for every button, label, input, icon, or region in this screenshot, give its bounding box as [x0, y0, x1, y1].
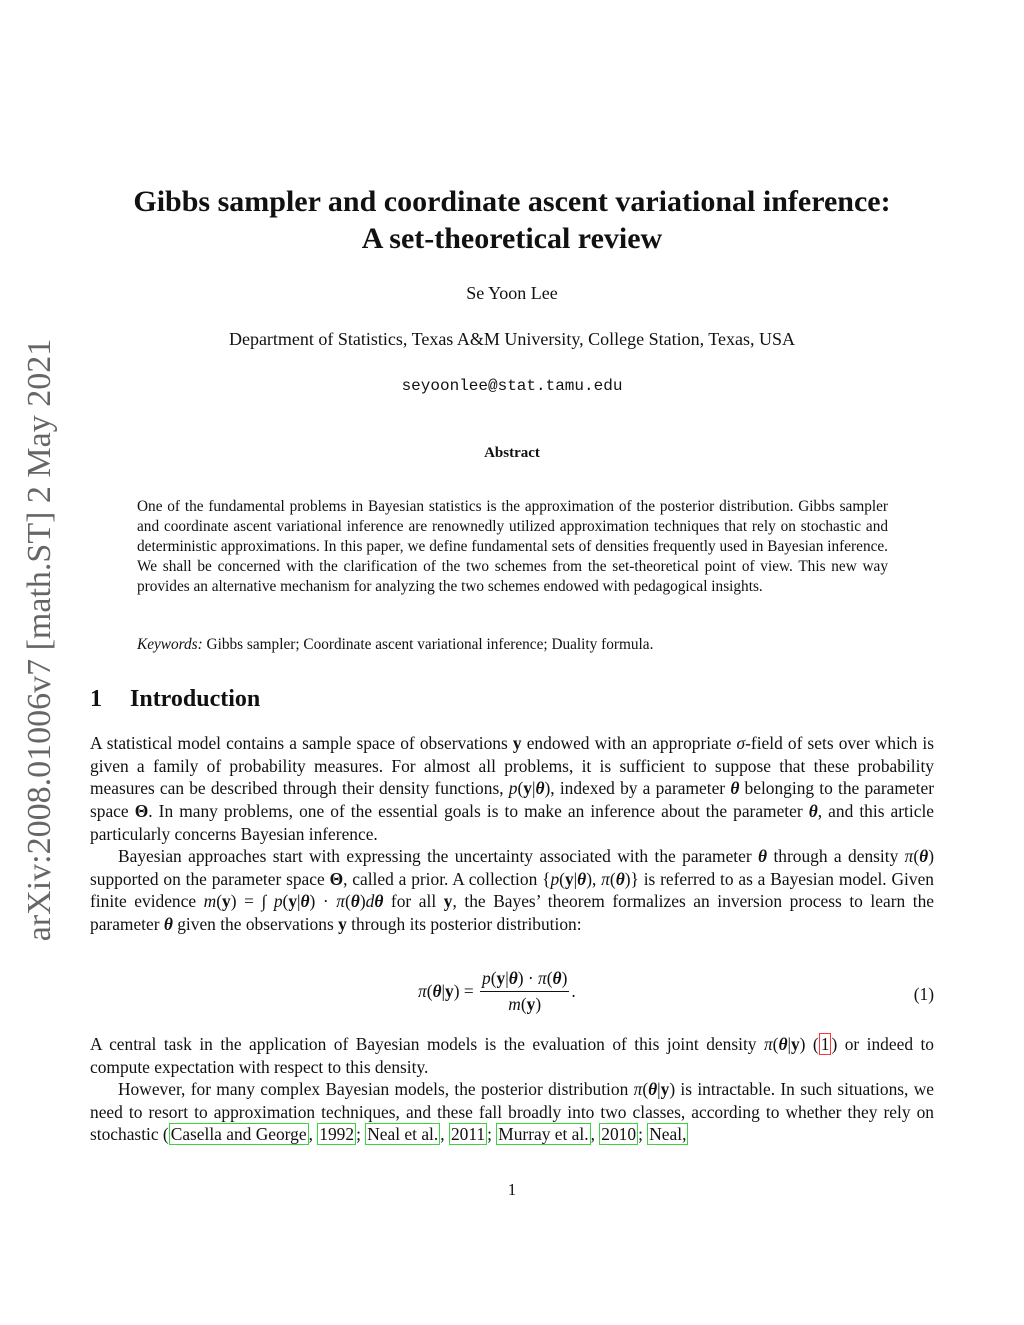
author-email[interactable]: seyoonlee@stat.tamu.edu	[401, 377, 623, 395]
equation-number: (1)	[913, 984, 934, 1004]
title-line-2: A set-theoretical review	[361, 222, 663, 255]
paragraph-3: A central task in the application of Bayesian models is the evaluation of this joint density π(θ|y) ( 1 ) or indeed to compute expectation with respect to this density.	[90, 1034, 935, 1077]
abstract-text: One of the fundamental problems in Bayesian statistics is the approximation of the posterior distribution. Gibbs sampler and coordinate ascent variational inference are renownedly utilized approximation techniques that rely on stochastic and deterministic approximations. In this paper, we define fundamental sets of densities frequently used in Bayesian inference. We shall be concerned with the clarification of the two schemes from the set-theoretical point of view. This new way provides an alternative mechanism for analyzing the two schemes endowed with pedagogical insights.	[137, 498, 888, 595]
keywords-text: Gibbs sampler; Coordinate ascent variational inference; Duality formula.	[206, 636, 654, 653]
paper-title	[60, 183, 964, 257]
page-number: 1	[507, 1180, 517, 1199]
author-affiliation: Department of Statistics, Texas A&M University, College Station, Texas, USA	[228, 329, 796, 349]
equation-reference-link[interactable]: 1	[820, 1034, 830, 1054]
section-heading	[90, 686, 260, 713]
citation-year-link-casella[interactable]: 1992	[319, 1124, 355, 1145]
citation-link-neal[interactable]: Neal,	[649, 1124, 687, 1145]
title-line-1: Gibbs sampler and coordinate ascent variational inference:	[133, 185, 891, 218]
paragraph-4: However, for many complex Bayesian models, the posterior distribution π(θ|y) is intractable. In such situations, we need to resort to approximation techniques, and these fall broadly into two classes, according to whether they rely on stochastic ( Casella and George , 1992 ; Neal et al. , 2011 ; Murray et al. , 2010 ; Neal,	[90, 1079, 934, 1145]
citation-link-neal-et-al[interactable]: Neal et al.	[367, 1124, 439, 1145]
citation-year-link-murray[interactable]: 2010	[601, 1124, 637, 1145]
author-name: Se Yoon Lee	[466, 283, 558, 303]
citation-link-casella[interactable]: Casella and George	[170, 1124, 307, 1145]
citation-link-murray[interactable]: Murray et al.	[498, 1124, 589, 1145]
keywords-label: Keywords:	[137, 636, 203, 653]
section-number: 1	[90, 686, 102, 712]
abstract-heading: Abstract	[484, 445, 540, 461]
section-title: Introduction	[130, 686, 261, 712]
citation-year-link-neal-et-al[interactable]: 2011	[450, 1124, 486, 1145]
paragraph-2: Bayesian approaches start with expressing the uncertainty associated with the parameter θ through a density π(θ) supported on the parameter space Θ, called a prior. A collection {p(y|θ), π(θ)} is referred to as a Bayesian model. Given finite evidence m(y) = ∫ p(y|θ) · π(θ)dθ for all y, the Bayes’ theorem formalizes an inversion process to learn the parameter θ given the observations y through its posterior distribution:	[90, 846, 935, 935]
keywords	[137, 636, 888, 654]
paragraph-1: A statistical model contains a sample space of observations y endowed with an appropriate σ-field of sets over which is given a family of probability measures. For almost all problems, it is sufficient to suppose that these probability measures can be described through their density functions, p(y|θ), indexed by a parameter θ belonging to the parameter space Θ. In many problems, one of the essential goals is to make an inference about the parameter θ, and this article particularly concerns Bayesian inference.	[90, 733, 934, 844]
